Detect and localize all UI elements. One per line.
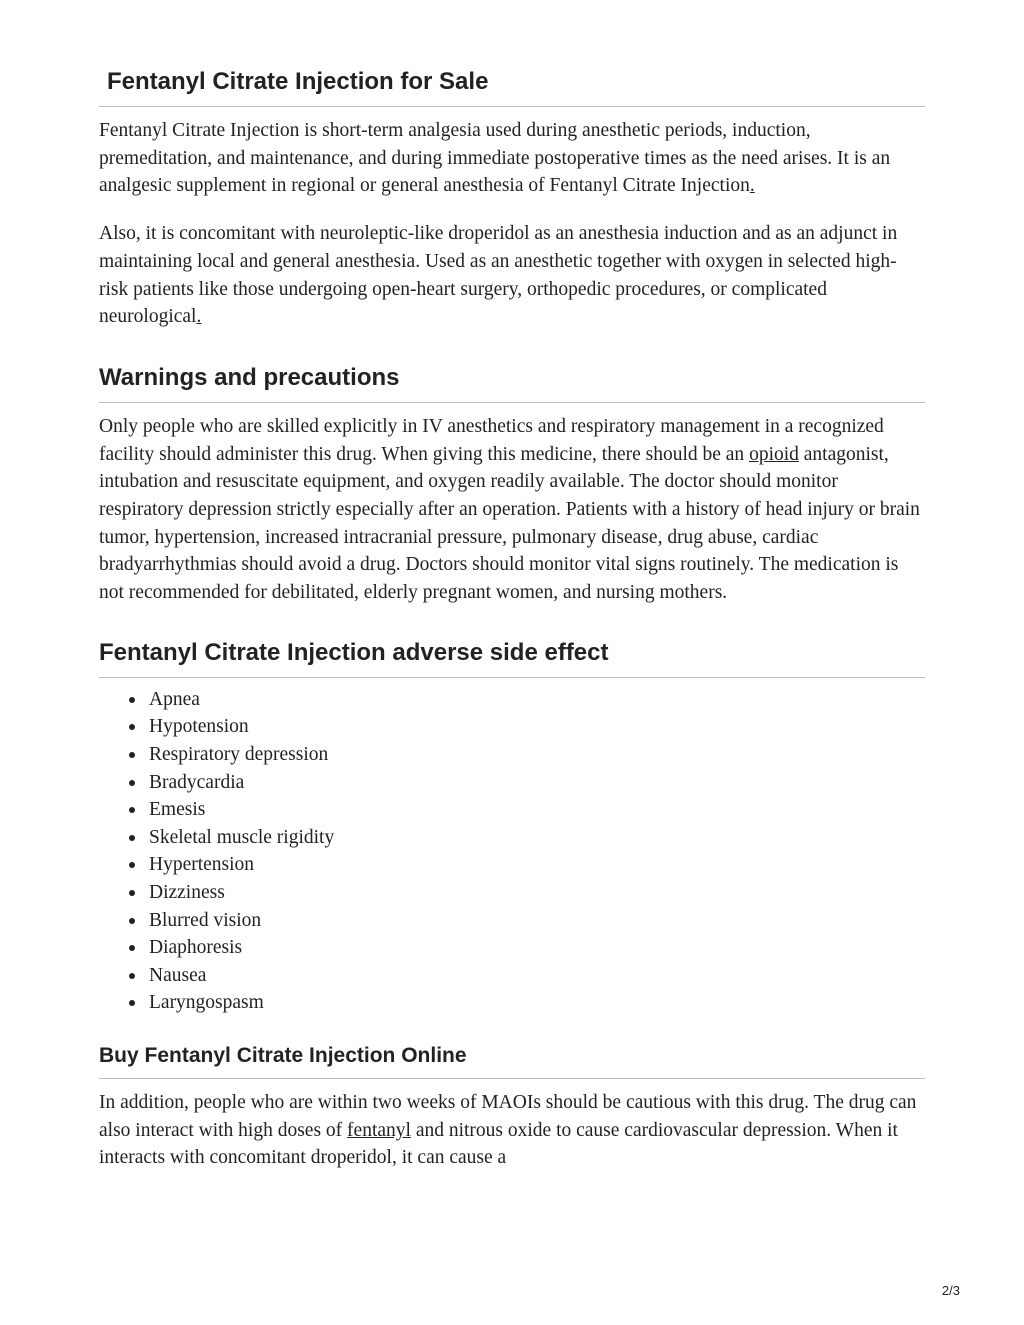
document-page: [99, 64, 925, 1172]
list-item: Hypotension: [149, 713, 925, 741]
list-item: Blurred vision: [149, 907, 925, 935]
page-number: 2/3: [941, 1283, 960, 1298]
list-item: Hypertension: [149, 851, 925, 879]
paragraph-buy-online-text-after: and nitrous oxide to cause cardiovascular depression. When it interacts with concomitant droperidol, it can cause a: [99, 1119, 898, 1169]
paragraph-intro: [99, 117, 925, 200]
fentanyl-link[interactable]: fentanyl: [347, 1119, 411, 1141]
list-item: Apnea: [149, 686, 925, 714]
paragraph-warnings: [99, 413, 925, 607]
list-item: Diaphoresis: [149, 934, 925, 962]
list-item: Nausea: [149, 962, 925, 990]
opioid-link[interactable]: opioid: [749, 443, 799, 465]
section-heading-for-sale: Fentanyl Citrate Injection for Sale: [99, 64, 925, 107]
paragraph-droperidol-text: Also, it is concomitant with neuroleptic-like droperidol as an anesthesia induction and as an adjunct in maintaining local and general anesthesia. Used as an anesthetic together with oxygen in selected high-risk patients like those undergoing open-heart surgery, orthopedic procedures, or complicated neurological: [99, 223, 898, 328]
paragraph-warnings-text-after: antagonist, intubation and resuscitate equipment, and oxygen readily available. The doctor should monitor respiratory depression strictly especially after an operation. Patients with a history of head injury or brain tumor, hypertension, increased intracranial pressure, pulmonary disease, drug abuse, cardiac bradyarrhythmias should avoid a drug. Doctors should monitor vital signs routinely. The medication is not recommended for debilitated, elderly pregnant women, and nursing mothers.: [99, 443, 920, 604]
list-item: Bradycardia: [149, 769, 925, 797]
inline-link[interactable]: .: [196, 306, 202, 328]
list-item: Respiratory depression: [149, 741, 925, 769]
inline-link[interactable]: .: [749, 175, 755, 197]
section-heading-side-effects: Fentanyl Citrate Injection adverse side effect: [99, 635, 925, 678]
paragraph-droperidol: [99, 220, 925, 331]
side-effects-list: [99, 686, 925, 1017]
list-item: Skeletal muscle rigidity: [149, 824, 925, 852]
list-item: Dizziness: [149, 879, 925, 907]
list-item: Laryngospasm: [149, 989, 925, 1017]
paragraph-buy-online: [99, 1089, 925, 1172]
section-heading-warnings: Warnings and precautions: [99, 360, 925, 403]
paragraph-intro-text: Fentanyl Citrate Injection is short-term analgesia used during anesthetic periods, induction, premeditation, and maintenance, and during immediate postoperative times as the need arises. It is an analgesic supplement in regional or general anesthesia of Fentanyl Citrate Injection: [99, 120, 891, 197]
section-heading-buy-online: Buy Fentanyl Citrate Injection Online: [99, 1040, 925, 1079]
paragraph-warnings-text-before: Only people who are skilled explicitly in IV anesthetics and respiratory management in a recognized facility should administer this drug. When giving this medicine, there should be an: [99, 415, 884, 465]
paragraph-buy-online-text-before: In addition, people who are within two weeks of MAOIs should be cautious with this drug. The drug can also interact with high doses of: [99, 1091, 917, 1141]
list-item: Emesis: [149, 796, 925, 824]
